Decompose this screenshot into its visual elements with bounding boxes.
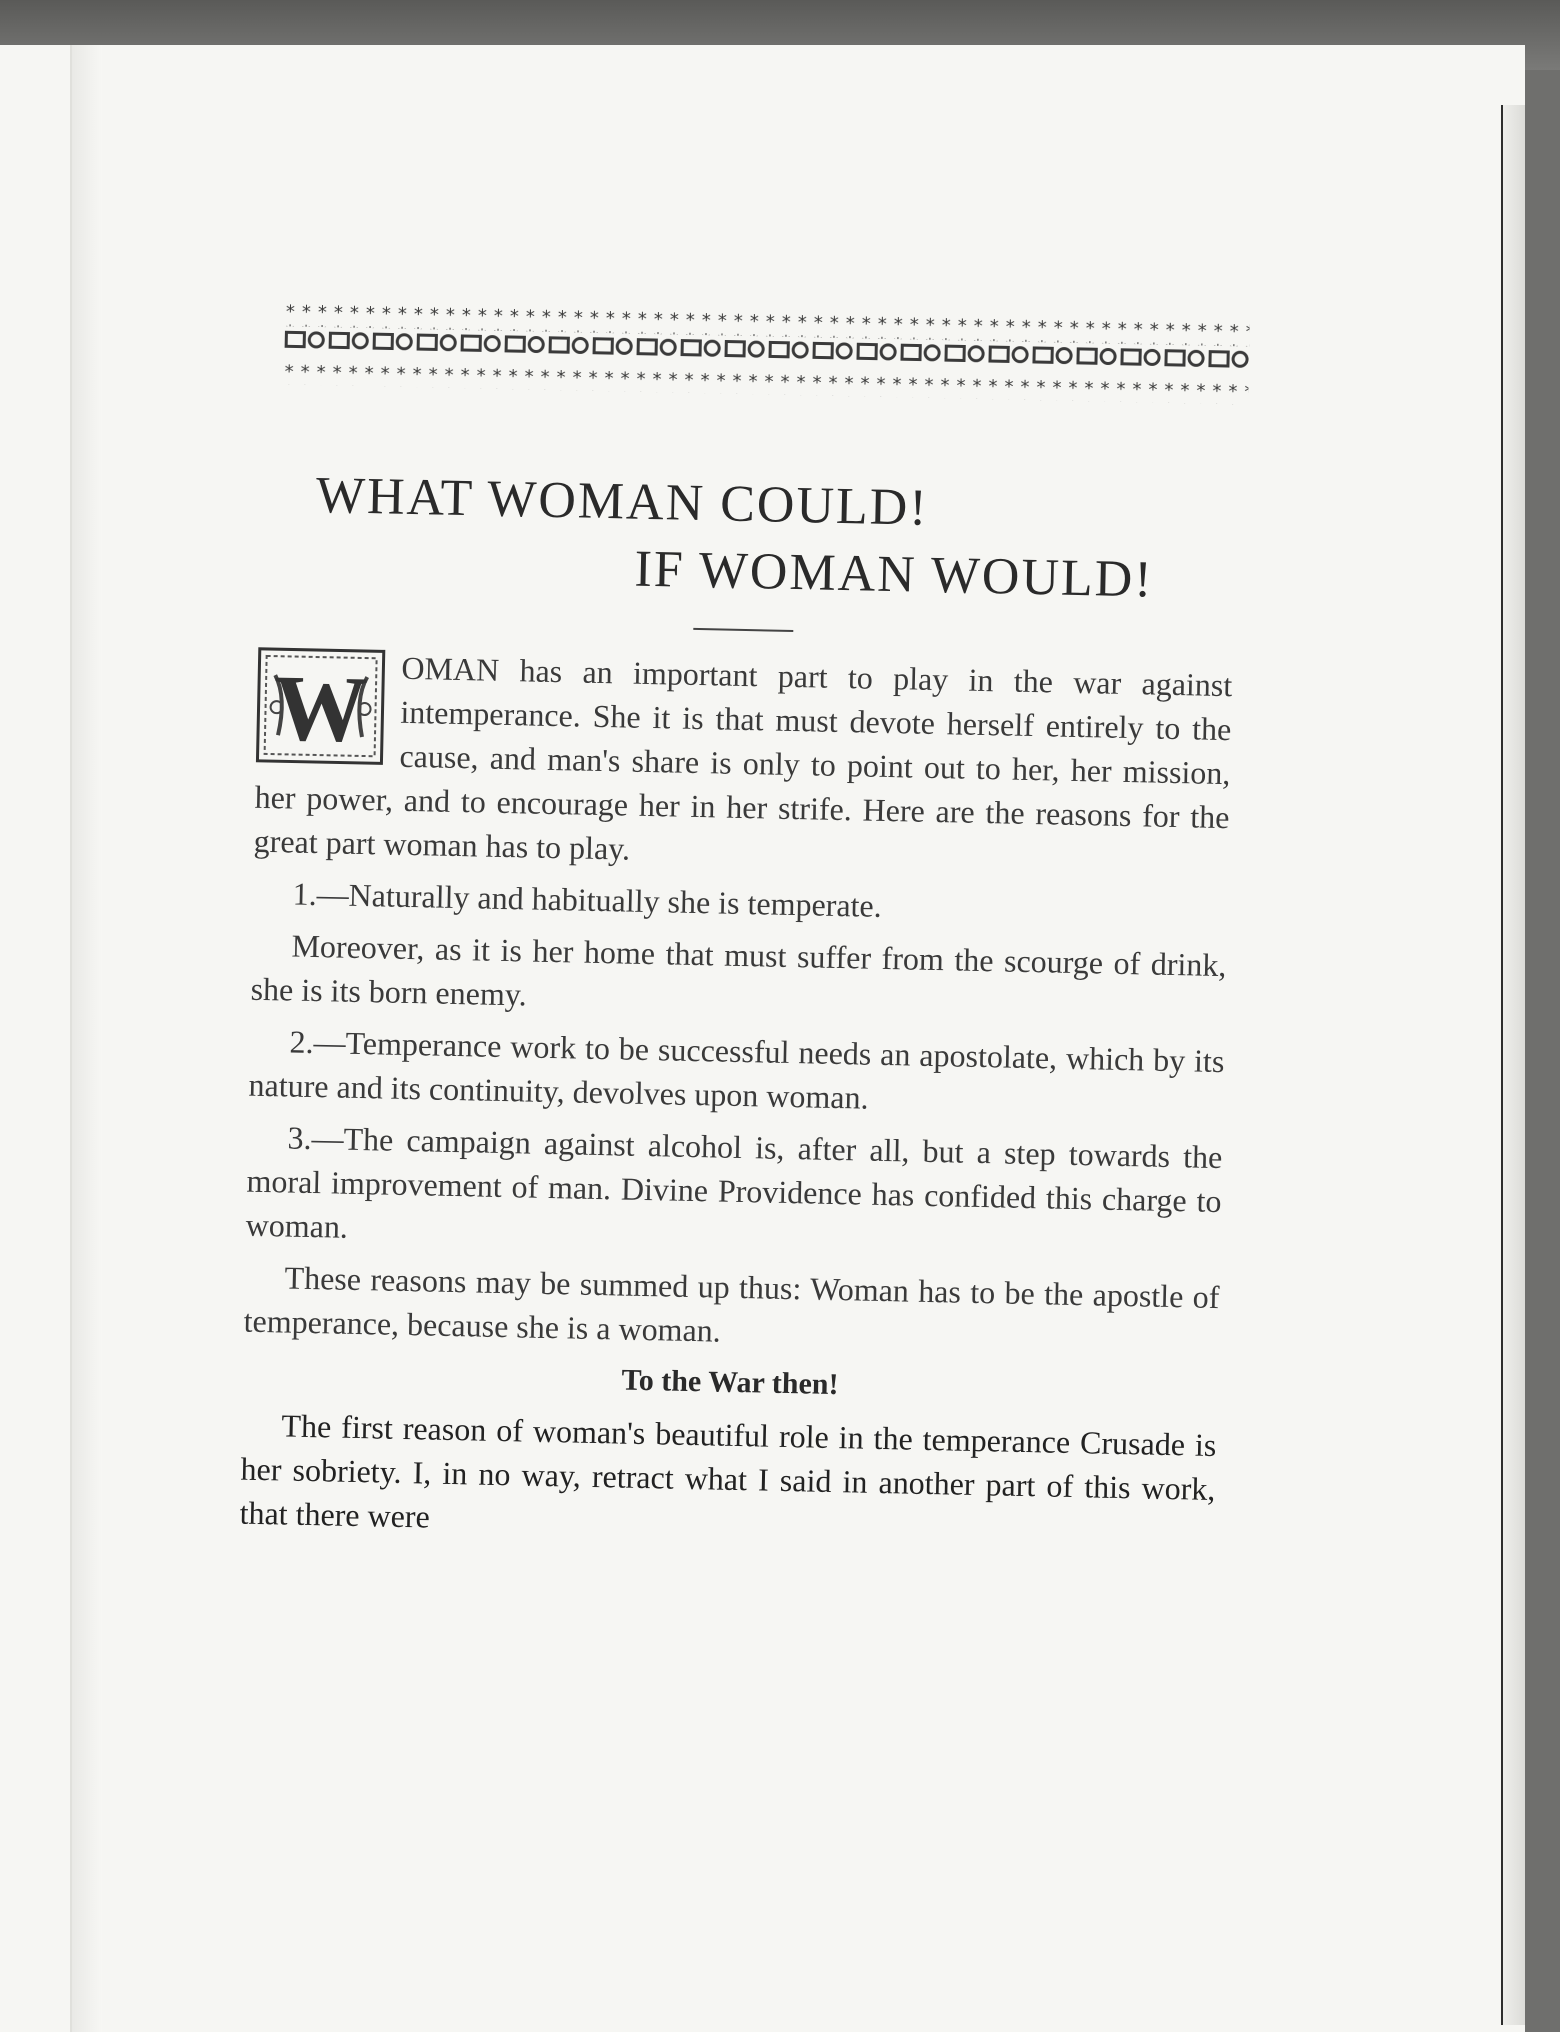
title-line-1: WHAT WOMAN COULD!	[315, 466, 930, 537]
final-paragraph: The first reason of woman's beautiful role in the temperance Crusade is her sobriety. I, in no way, retract what I said in another part of this work, that there were	[239, 1407, 1217, 1535]
asterisk-border-ornament-icon	[283, 300, 1250, 430]
page-content	[208, 299, 1260, 1840]
svg-text:W: W	[272, 656, 369, 763]
intro-text: OMAN has an important part to play in the war against intemperance. She it is that must devote herself entirely to the cause, and man's share is only to point out to her, her mission, her power, and to encourage her in her strife. Here are the reasons for the great part woman has to play.	[253, 649, 1233, 867]
title-line-2: IF WOMAN WOULD!	[633, 540, 1155, 609]
section-subheading: To the War then!	[621, 1363, 839, 1402]
reason-1-continued: Moreover, as it is her home that must suffer from the scourge of drink, she is its born enemy.	[250, 927, 1227, 1013]
page-right-edge	[1501, 105, 1525, 2025]
reason-1: 1.—Naturally and habitually she is temperate.	[292, 875, 883, 924]
article-body	[214, 642, 1252, 1555]
summary-paragraph: These reasons may be summed up thus: Woman has to be the apostle of temperance, because she is a woman.	[243, 1259, 1220, 1349]
decorated-initial-w-icon	[255, 647, 385, 766]
reason-3: 3.—The campaign against alcohol is, after all, but a step towards the moral improvement of man. Divine Providence has confided this charge to woman.	[245, 1119, 1223, 1245]
reason-2: 2.—Temperance work to be successful needs an apostolate, which by its nature and its continuity, devolves upon woman.	[248, 1023, 1225, 1116]
page-gutter	[70, 45, 102, 2032]
book-page	[0, 45, 1525, 2032]
intro-paragraph	[253, 643, 1232, 883]
title-divider	[693, 628, 793, 632]
